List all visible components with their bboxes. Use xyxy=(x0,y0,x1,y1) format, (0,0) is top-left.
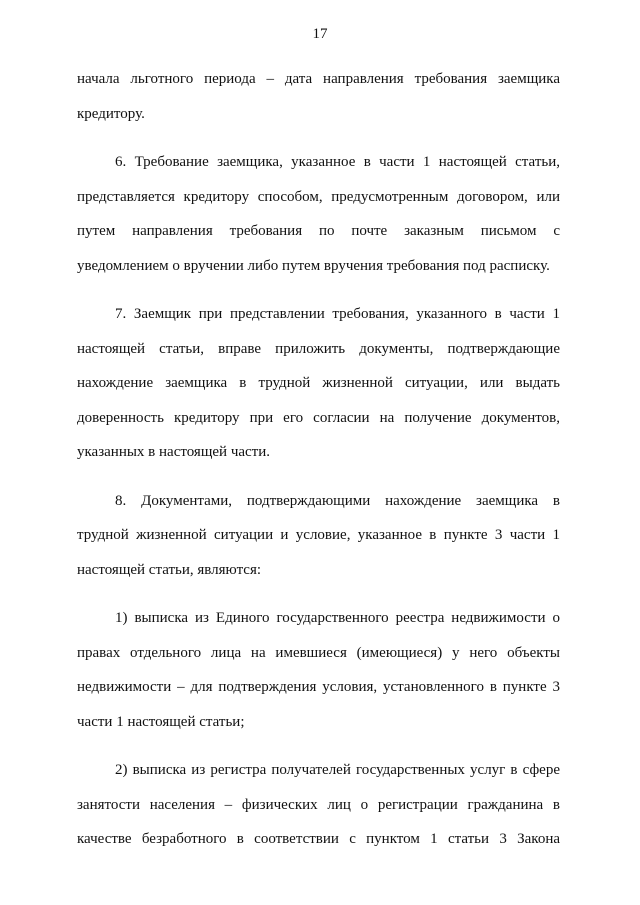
text-line: кредитору. xyxy=(77,105,145,122)
paragraph-subitem-2 xyxy=(77,753,560,857)
text-line: качестве безработного в соответствии с пунктом 1 статьи 3 Закона xyxy=(77,831,560,847)
text-line: настоящей статьи, вправе приложить документы, подтверждающие xyxy=(77,340,560,357)
text-line: 7. Заемщик при представлении требования, указанного в части 1 xyxy=(115,306,560,322)
paragraph-subitem-1 xyxy=(77,601,560,739)
text-line: настоящей статьи, являются: xyxy=(77,561,262,578)
text-line: части 1 настоящей статьи; xyxy=(77,713,245,730)
text-line: представляется кредитору способом, предусмотренным договором, или xyxy=(77,188,560,205)
text-line: правах отдельного лица на имевшиеся (имеющиеся) у него объекты xyxy=(77,644,560,661)
text-line: 2) выписка из регистра получателей государственных услуг в сфере xyxy=(115,762,560,778)
text-line: 6. Требование заемщика, указанное в части 1 настоящей статьи, xyxy=(115,154,560,170)
paragraph-continuation xyxy=(77,62,560,131)
text-line: недвижимости – для подтверждения условия, установленного в пункте 3 xyxy=(77,679,560,695)
text-line: нахождение заемщика в трудной жизненной ситуации, или выдать xyxy=(77,375,560,391)
text-line: 8. Документами, подтверждающими нахождение заемщика в xyxy=(115,492,560,509)
document-body xyxy=(77,62,560,871)
paragraph-item-7 xyxy=(77,297,560,470)
text-line: начала льготного периода – дата направления требования заемщика xyxy=(77,71,560,87)
text-line: 1) выписка из Единого государственного реестра недвижимости о xyxy=(115,610,560,626)
text-line: уведомлением о вручении либо путем вручения требования под расписку. xyxy=(77,257,550,274)
text-line: трудной жизненной ситуации и условие, указанное в пункте 3 части 1 xyxy=(77,527,560,543)
page-number: 17 xyxy=(312,26,328,42)
text-line: занятости населения – физических лиц о регистрации гражданина в xyxy=(77,796,560,813)
paragraph-item-8 xyxy=(77,484,560,588)
text-line: указанных в настоящей части. xyxy=(77,444,271,460)
text-line: путем направления требования по почте заказным письмом с xyxy=(77,223,560,239)
paragraph-item-6 xyxy=(77,145,560,283)
text-line: доверенность кредитору при его согласии на получение документов, xyxy=(77,409,560,426)
